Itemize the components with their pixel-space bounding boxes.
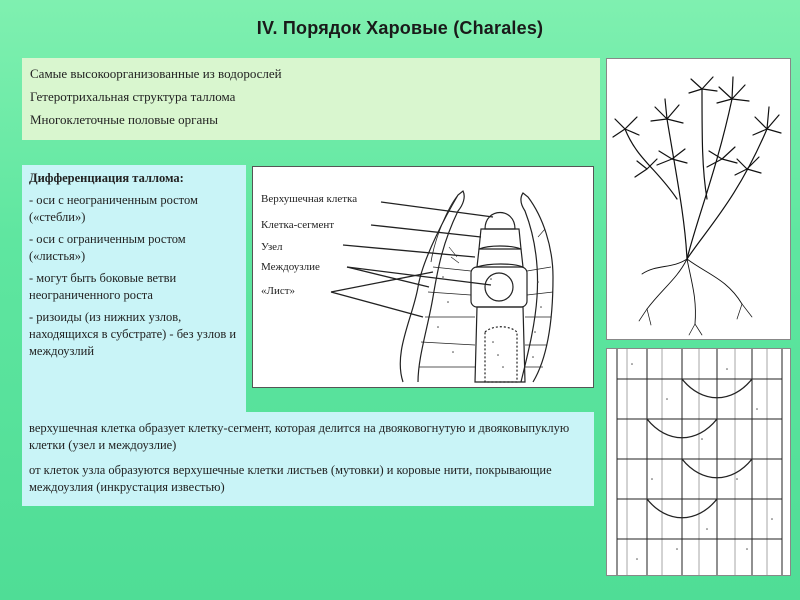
note-item: верхушечная клетка образует клетку-сегмент, которая делится на двояковогнутую и двояковыпуклую клетки (узел и междоузлие) <box>29 421 570 452</box>
label-leaf: «Лист» <box>261 285 296 297</box>
summary-item: Многоклеточные половые органы <box>30 112 218 127</box>
label-internode: Междоузлие <box>261 261 320 273</box>
differentiation-box <box>22 165 246 417</box>
note-item: от клеток узла образуются верхушечные клетки листьев (мутовки) и коровые нити, покрывающие междоузлия (инкрустация известью) <box>29 463 552 494</box>
differentiation-heading: Дифференциация таллома: <box>29 171 184 185</box>
summary-item: Самые высокоорганизованные из водорослей <box>30 66 282 81</box>
cortical-cells-illustration <box>606 348 791 576</box>
apex-diagram <box>252 166 594 388</box>
differentiation-item: - оси с ограниченным ростом («листья») <box>29 232 186 263</box>
label-segment-cell: Клетка-сегмент <box>261 219 335 231</box>
differentiation-item: - ризоиды (из нижних узлов, находящихся в субстрате) - без узлов и междоузлий <box>29 310 237 358</box>
summary-box <box>22 58 600 140</box>
cells-drawing <box>607 349 790 575</box>
plant-drawing <box>607 59 790 339</box>
chara-plant-illustration <box>606 58 791 340</box>
notes-box <box>22 412 594 506</box>
differentiation-item: - оси с неограниченным ростом («стебли») <box>29 193 198 224</box>
summary-item: Гетеротрихальная структура таллома <box>30 89 236 104</box>
label-node: Узел <box>261 241 283 253</box>
label-apical-cell: Верхушечная клетка <box>261 193 358 205</box>
page-title: IV. Порядок Харовые (Charales) <box>256 18 544 38</box>
differentiation-item: - могут быть боковые ветви неограниченного роста <box>29 271 177 302</box>
